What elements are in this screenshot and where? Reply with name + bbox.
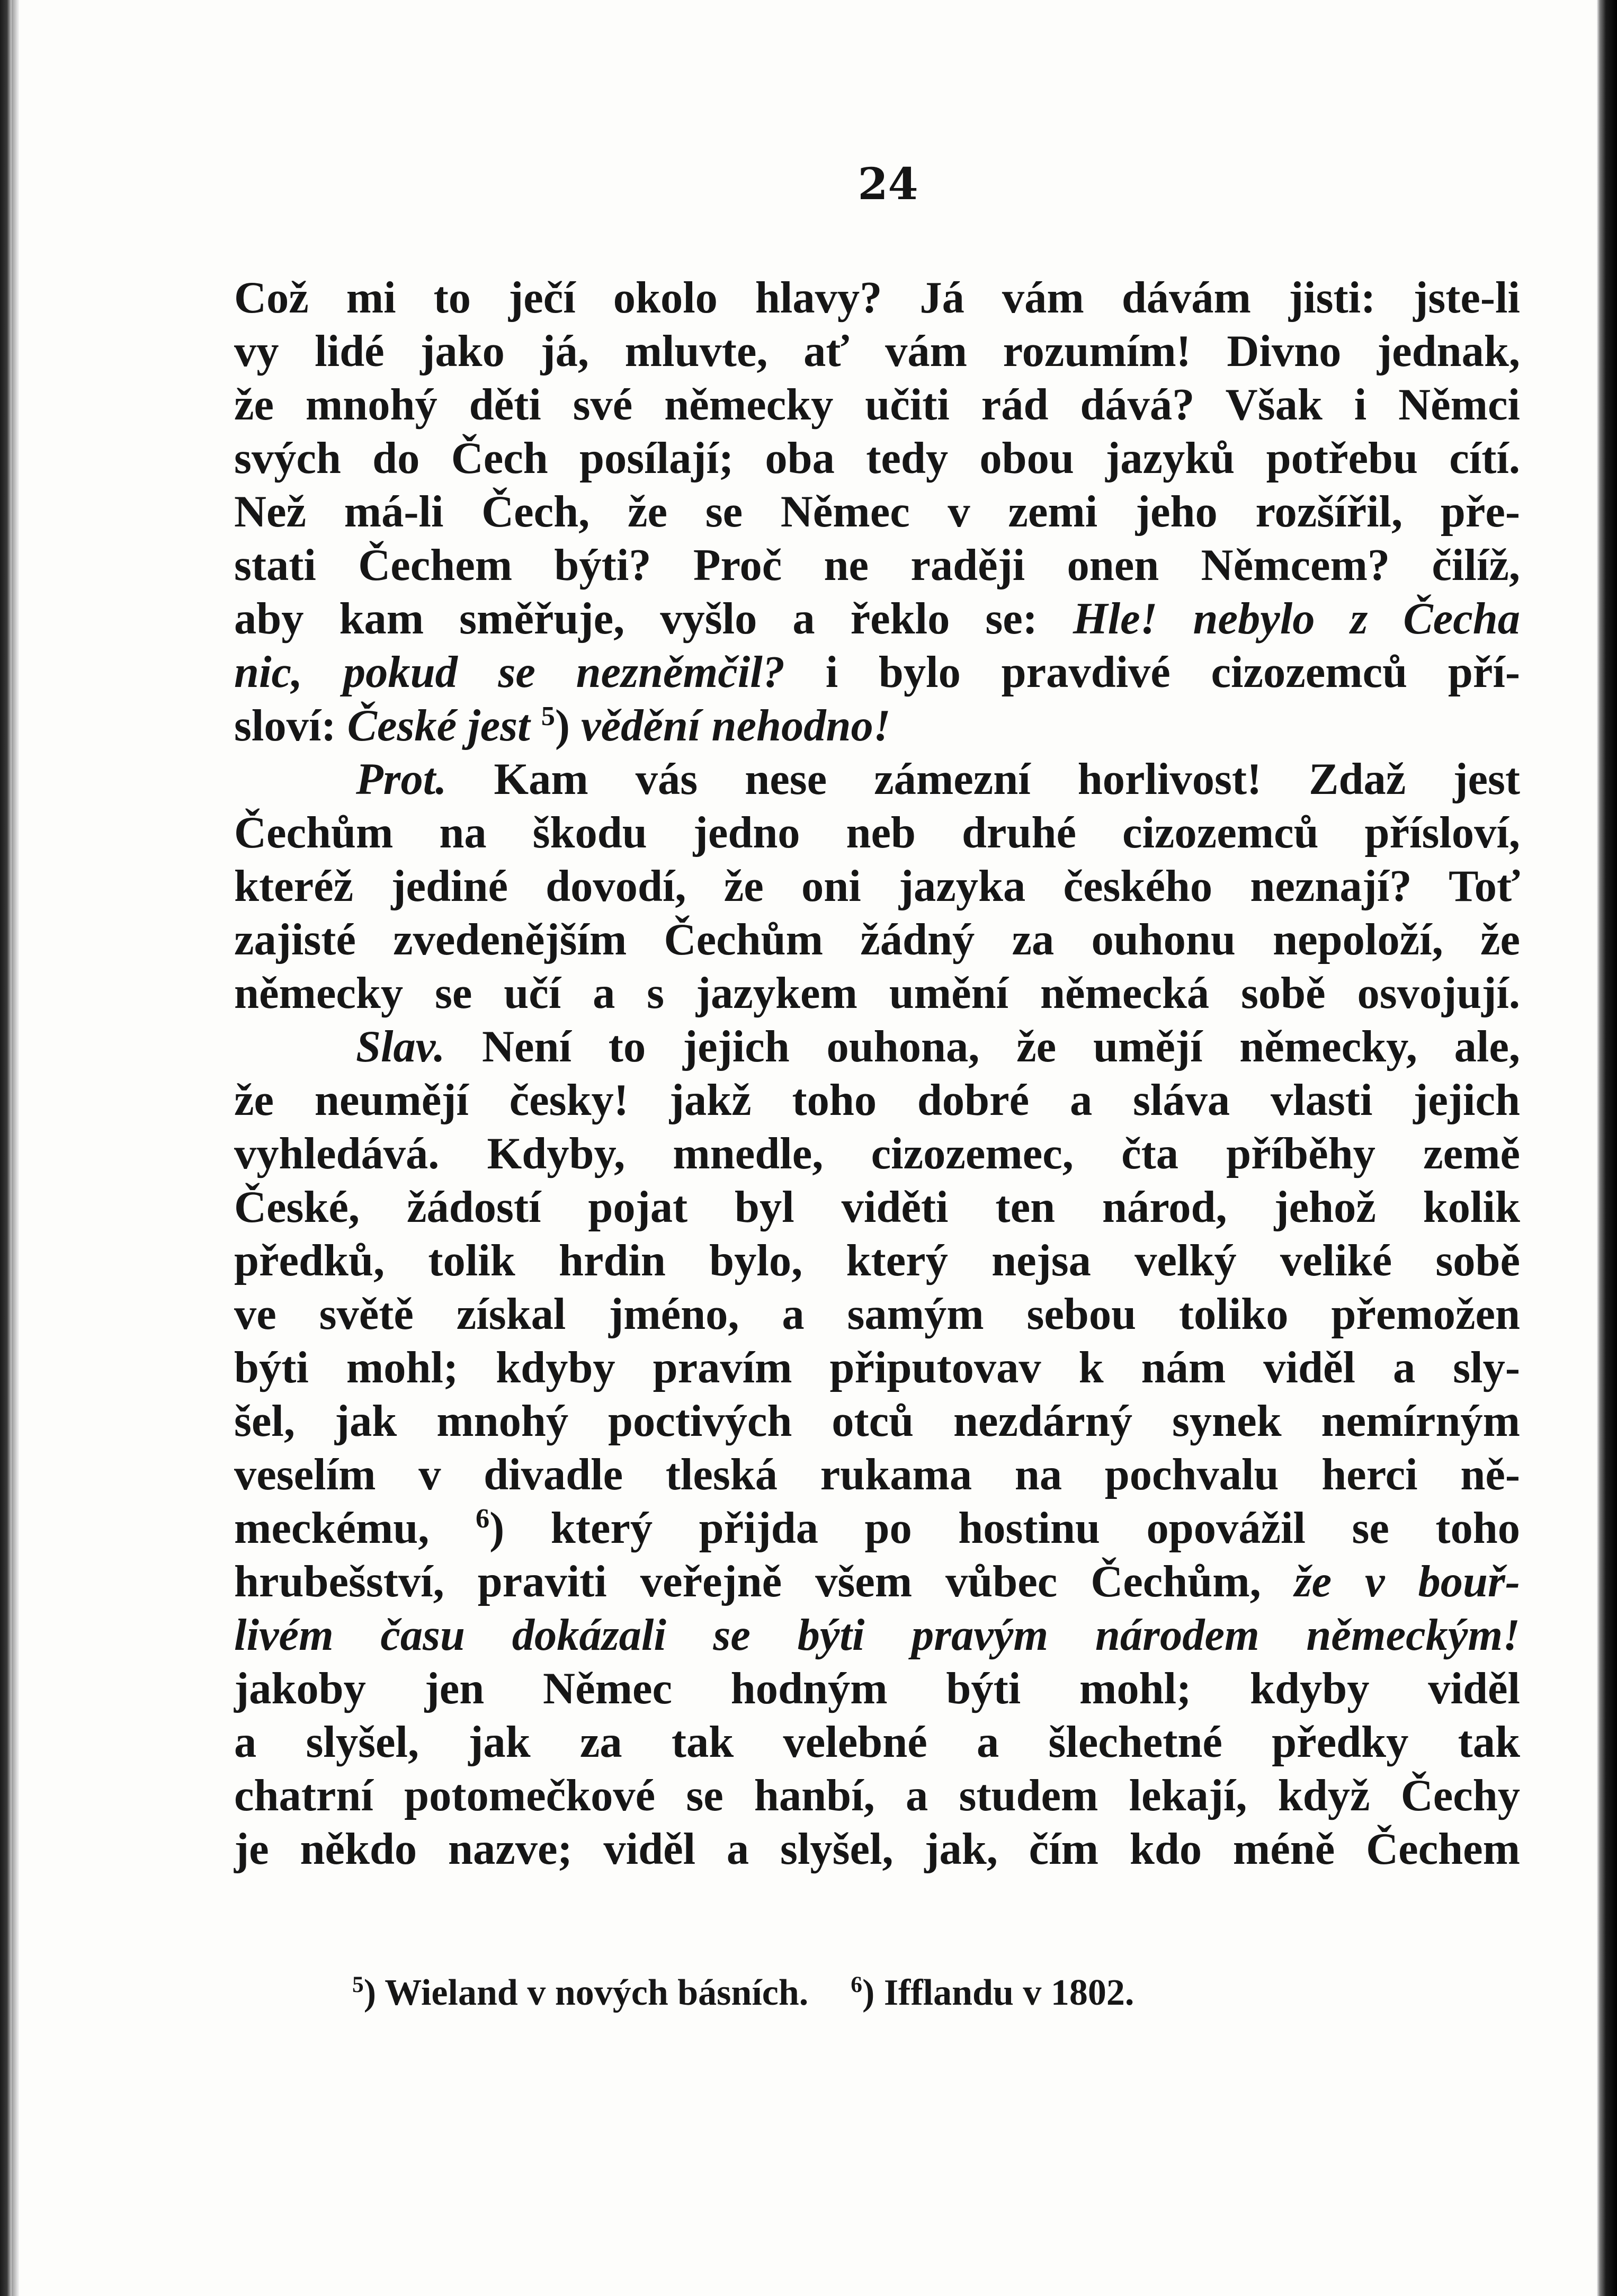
line-text: Čechům na škodu jedno neb druhé cizozemců přísloví, (234, 808, 1520, 857)
text-line (234, 1288, 1520, 1341)
text-line (234, 1127, 1520, 1181)
text-line (234, 432, 1520, 485)
italic-text: vědění nehodno! (581, 701, 891, 751)
line-text: býti mohl; kdyby pravím připutovav k nám viděl a sly- (234, 1343, 1520, 1392)
line-text: svých do Čech posílají; oba tedy obou jazyků potřebu cítí. (234, 434, 1520, 483)
text-line (234, 1181, 1520, 1234)
line-text: České, žádostí pojat byl viděti ten národ, jehož kolik (234, 1183, 1520, 1232)
footnote-6: $^6$) Ifflandu v 1802. (851, 1972, 1134, 2013)
line-text: který přijda po hostinu opovážil se toho (550, 1504, 1521, 1553)
line-text: Není to jejich ouhona, že umějí německy, ale, (482, 1022, 1520, 1071)
left-page-shadow (12, 0, 19, 2296)
text-line: sloví: České jest $^5$) vědění nehodno! (234, 701, 891, 751)
text-line (234, 1555, 1520, 1609)
italic-text: Slav. (356, 1022, 445, 1071)
line-text: stati Čechem býti? Proč ne raději onen Němcem? čilíž, (234, 541, 1520, 590)
line-text: meckému, (234, 1504, 430, 1553)
text-line (234, 913, 1520, 967)
text-line (234, 1341, 1520, 1395)
text-line (234, 1020, 1520, 1074)
text-line (234, 646, 1520, 699)
text-line (234, 1395, 1520, 1448)
text-line (234, 1822, 1520, 1876)
text-line (234, 1662, 1520, 1716)
text-line (234, 1074, 1520, 1127)
text-line (234, 325, 1520, 378)
footnote-ref: 5 (541, 701, 555, 732)
text-line (234, 806, 1520, 860)
footnote-5-mark: 5 (352, 1972, 364, 1998)
right-page-edge (1597, 0, 1617, 2296)
italic-text: livém času dokázali se býti pravým národem německým! (234, 1611, 1520, 1660)
line-text: zajisté zvedenějším Čechům žádný za ouhonu nepoloží, že (234, 915, 1520, 964)
line-text: že mnohý děti své německy učiti rád dává? Však i Němci (234, 380, 1520, 430)
line-text: předků, tolik hrdin bylo, který nejsa velký veliké sobě (234, 1236, 1520, 1285)
left-page-edge (0, 0, 12, 2296)
text-line (234, 485, 1520, 539)
line-text: sloví: (234, 701, 336, 751)
line-text: je někdo nazve; viděl a slyšel, jak, čím kdo méně Čechem (234, 1825, 1520, 1874)
line-text: aby kam směřuje, vyšlo a řeklo se: (234, 594, 1038, 644)
line-text: vy lidé jako já, mluvte, ať vám rozumím! Divno jednak, (234, 327, 1520, 376)
line-text: německy se učí a s jazykem umění německá sobě osvojují. (234, 969, 1520, 1018)
body-text (234, 271, 1520, 1876)
text-line (234, 1716, 1520, 1769)
footnotes (352, 1969, 1134, 2017)
text-line (234, 271, 1520, 325)
line-text: hrubešství, praviti veřejně všem vůbec Čechům, (234, 1557, 1261, 1606)
line-text: Což mi to ječí okolo hlavy? Já vám dávám jisti: jste-li (234, 273, 1520, 323)
line-text: Než má-li Čech, že se Němec v zemi jeho rozšířil, pře- (234, 487, 1520, 537)
line-text: i bylo pravdivé cizozemců pří- (825, 648, 1520, 697)
italic-text: Hle! nebylo z Čecha (1073, 594, 1520, 644)
text-line (234, 1448, 1520, 1502)
line-text: veselím v divadle tleská rukama na pochvalu herci ně- (234, 1450, 1520, 1499)
text-line (234, 1769, 1520, 1822)
line-text: šel, jak mnohý poctivých otců nezdárný synek nemírným (234, 1397, 1520, 1446)
footnote-ref: 6 (475, 1503, 490, 1534)
footnote-5-text: Wieland v nových básních. (385, 1972, 809, 2013)
line-text: chatrní potomečkové se hanbí, a studem lekají, když Čechy (234, 1771, 1520, 1820)
line-text: že neumějí česky! jakž toho dobré a sláva vlasti jejich (234, 1076, 1520, 1125)
footnote-5: $^5$) Wieland v nových básních. (352, 1972, 809, 2013)
text-line (234, 860, 1520, 913)
line-text: jakoby jen Němec hodným býti mohl; kdyby viděl (234, 1664, 1520, 1713)
text-line (234, 967, 1520, 1020)
line-text: a slyšel, jak za tak velebné a šlechetné předky tak (234, 1718, 1520, 1767)
line-text: vyhledává. Kdyby, mnedle, cizozemec, čta příběhy země (234, 1129, 1520, 1178)
line-text: Kam vás nese zámezní horlivost! Zdaž jest (494, 755, 1520, 804)
italic-text: České jest (347, 701, 530, 751)
footnote-6-text: Ifflandu v 1802. (883, 1972, 1134, 2013)
italic-text: Prot. (356, 755, 447, 804)
text-line (234, 1609, 1520, 1662)
text-line (234, 753, 1520, 806)
text-line: meckému, $^6$) který přijda po hostinu opovážil se toho (234, 1503, 1521, 1553)
text-line (234, 592, 1520, 646)
text-line (234, 378, 1520, 432)
text-line (234, 1234, 1520, 1288)
italic-text: že v bouř- (1294, 1557, 1520, 1606)
text-line (234, 539, 1520, 592)
italic-text: nic, pokud se nezněmčil? (234, 648, 785, 697)
line-text: kteréž jediné dovodí, že oni jazyka českého neznají? Toť (234, 862, 1520, 911)
footnote-6-mark: 6 (851, 1972, 862, 1998)
line-text: ve světě získal jméno, a samým sebou toliko přemožen (234, 1290, 1520, 1339)
page-number: 24 (857, 159, 918, 210)
